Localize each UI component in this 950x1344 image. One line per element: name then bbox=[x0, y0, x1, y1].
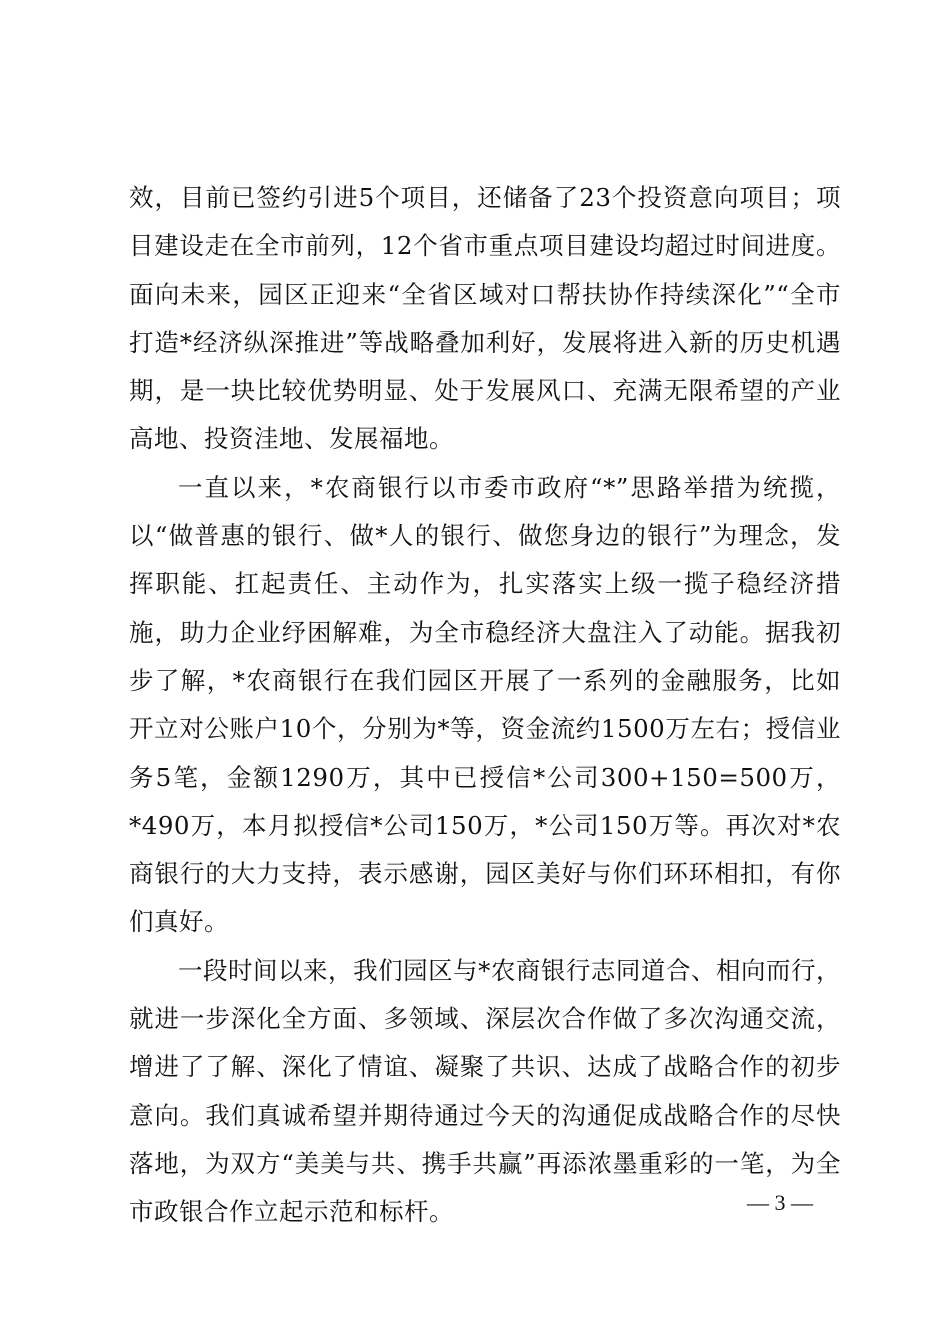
body-text bbox=[129, 174, 841, 1237]
paragraph-bank-support: 一直以来，*农商银行以市委市政府“*”思路举措为统揽，以“做普惠的银行、做*人的银行、做您身边的银行”为理念，发挥职能、扛起责任、主动作为，扎实落实上级一揽子稳经济措施，助力企业纾困解难，为全市稳经济大盘注入了动能。据我初步了解，*农商银行在我们园区开展了一系列的金融服务，比如开立对公账户10个，分别为*等，资金流约1500万左右；授信业务5笔，金额1290万，其中已授信*公司300+150=500万，*490万，本月拟授信*公司150万，*公司150万等。再次对*农商银行的大力支持，表示感谢，园区美好与你们环环相扣，有你们真好。 bbox=[129, 472, 841, 937]
page-number: — 3 — bbox=[747, 1190, 813, 1215]
paragraph-cooperation: 一段时间以来，我们园区与*农商银行志同道合、相向而行，就进一步深化全方面、多领域、深层次合作做了多次沟通交流，增进了了解、深化了情谊、凝聚了共识、达成了战略合作的初步意向。我们真诚希望并期待通过今天的沟通促成战略合作的尽快落地，为双方“美美与共、携手共赢”再添浓墨重彩的一笔，为全市政银合作立起示范和标杆。 bbox=[129, 955, 841, 1227]
paragraph-continued: 效，目前已签约引进5个项目，还储备了23个投资意向项目；项目建设走在全市前列，12个省市重点项目建设均超过时间进度。面向未来，园区正迎来“全省区域对口帮扶协作持续深化”“全市打造*经济纵深推进”等战略叠加利好，发展将进入新的历史机遇期，是一块比较优势明显、处于发展风口、充满无限希望的产业高地、投资洼地、发展福地。 bbox=[129, 183, 841, 454]
